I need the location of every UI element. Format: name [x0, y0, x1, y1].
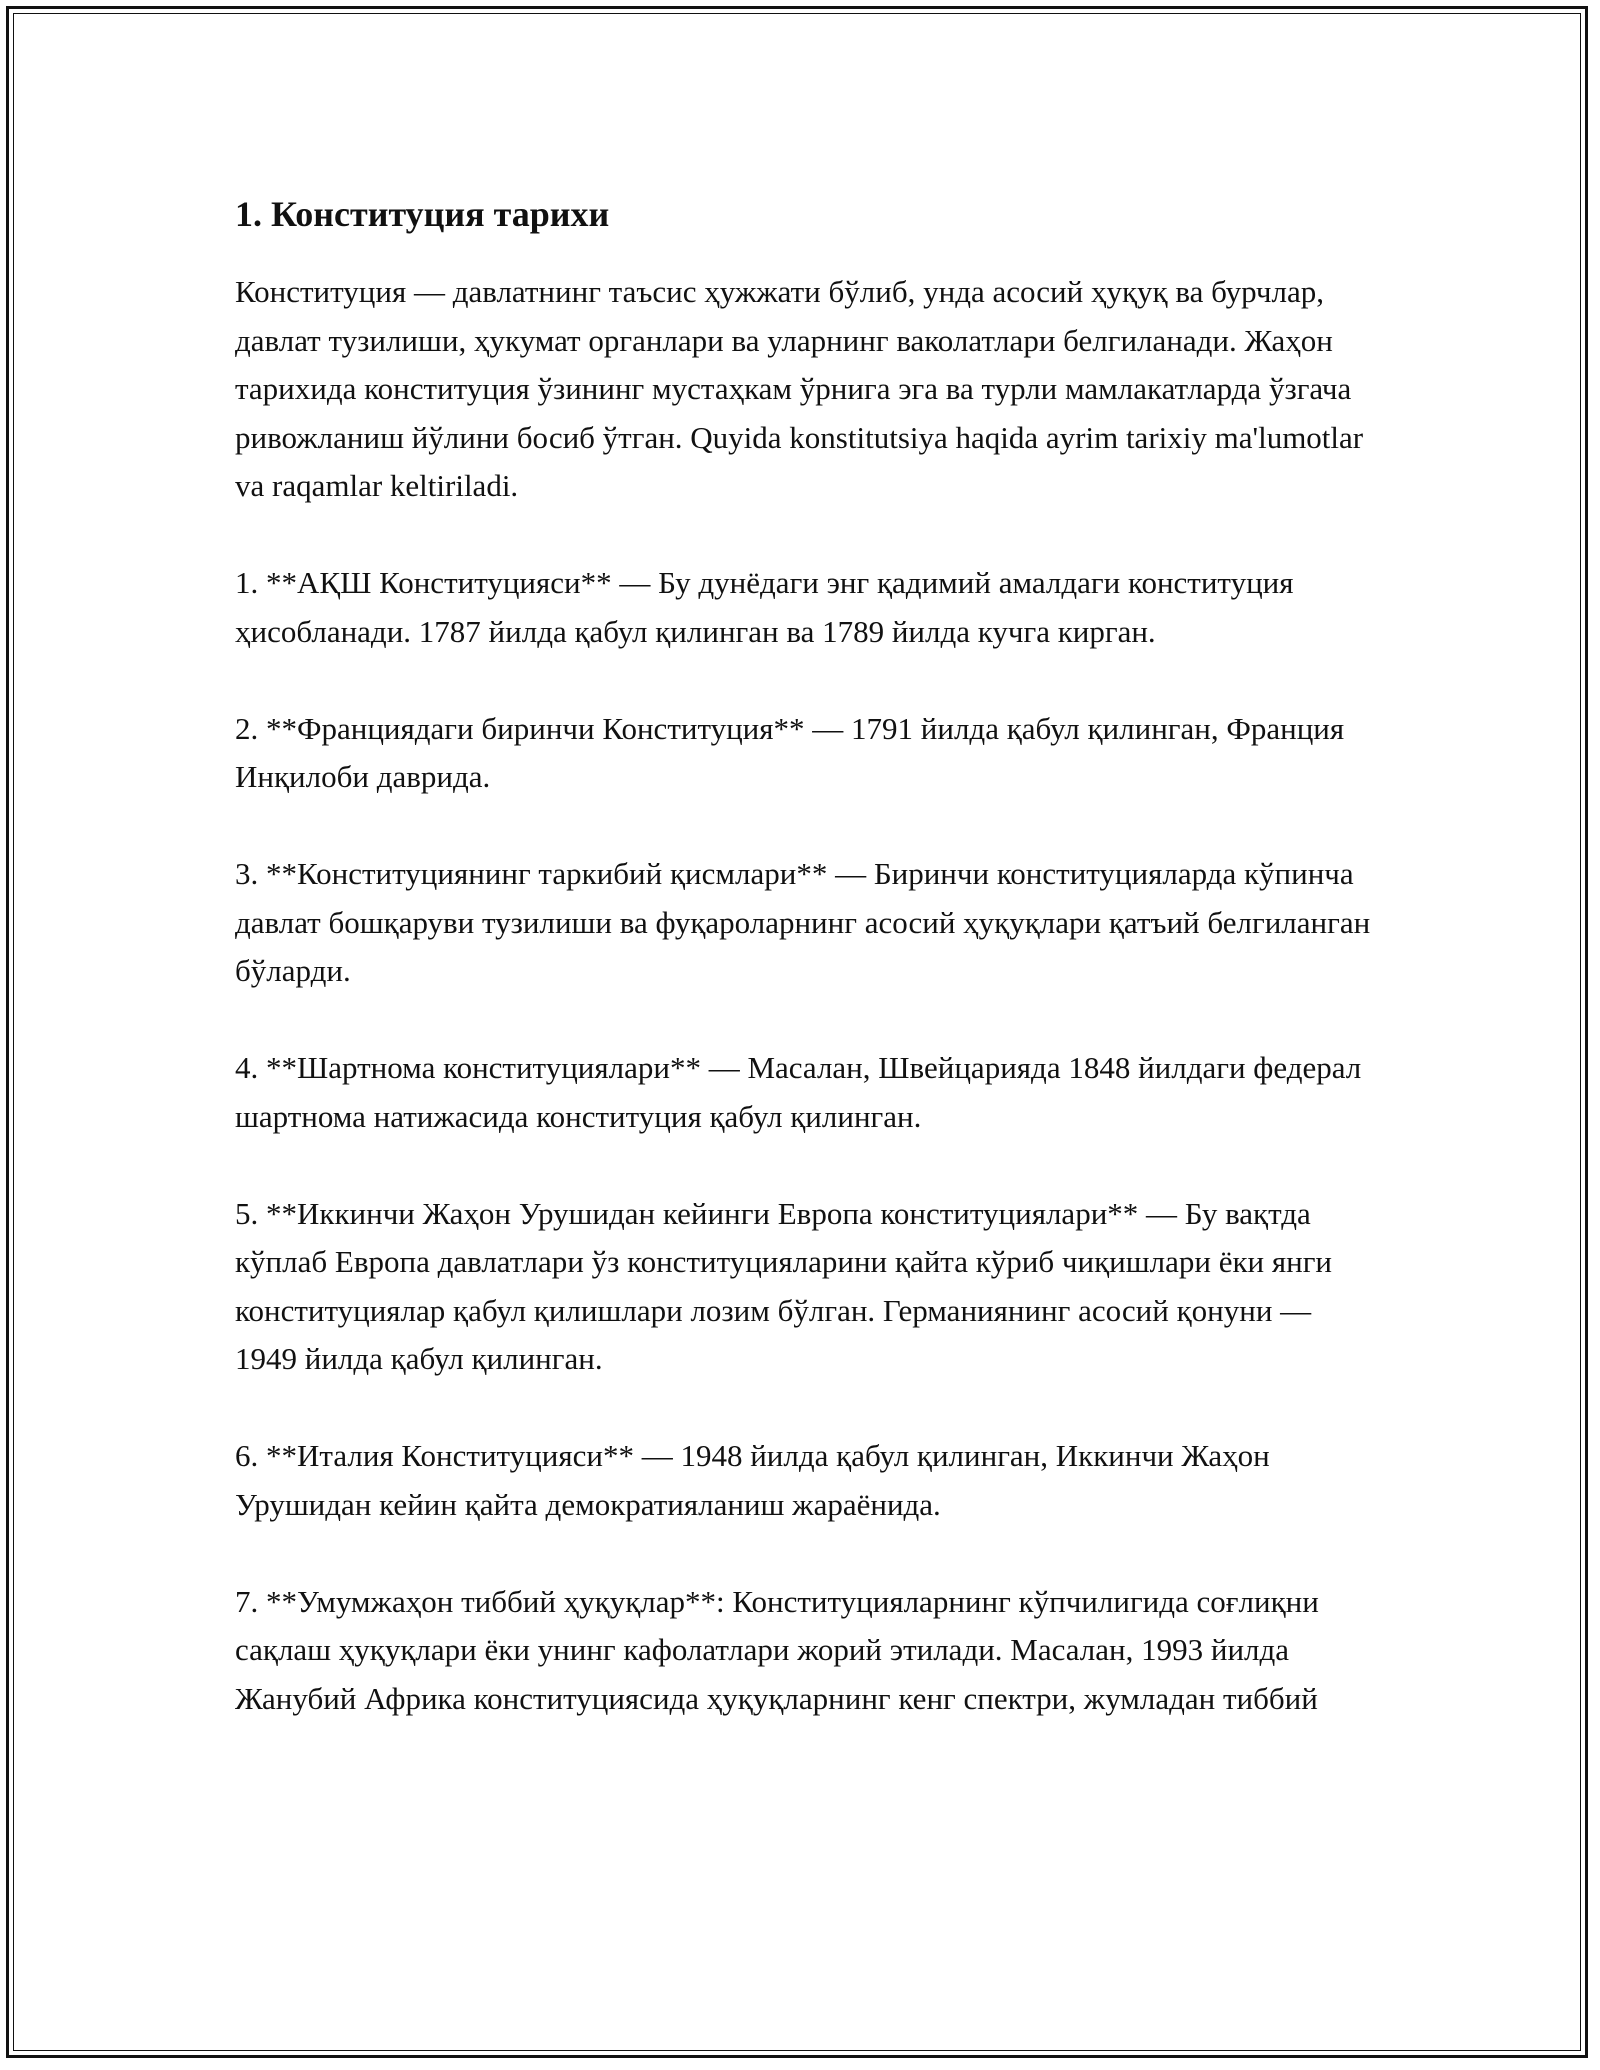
list-item-7: 7. **Умумжаҳон тиббий ҳуқуқлар**: Конституцияларнинг кўпчилигида соғлиқни сақлаш ҳуқуқлари ёки унинг кафолатлари жорий этилади. Масалан, 1993 йилда Жанубий Африка конституциясида ҳуқуқларнинг кенг спектри, жумладан тиббий — [235, 1583, 1319, 1716]
section-heading: 1. Конституция тарихи — [235, 194, 610, 234]
list-item-3: 3. **Конституциянинг таркибий қисмлари** — Биринчи конституцияларда кўпинча давлат бошқаруви тузилиши ва фуқароларнинг асосий ҳуқуқлари қатъий белгиланган бўларди. — [235, 856, 1371, 988]
list-item-2: 2. **Франциядаги биринчи Конституция** — 1791 йилда қабул қилинган, Франция Инқилоби даврида. — [235, 710, 1345, 794]
list-item-6: 6. **Италия Конституцияси** — 1948 йилда қабул қилинган, Иккинчи Жаҳон Урушидан кейин қайта демократияланиш жараёнида. — [235, 1438, 1270, 1522]
list-item-5: 5. **Иккинчи Жаҳон Урушидан кейинги Европа конституциялари** — Бу вақтда кўплаб Европа давлатлари ўз конституцияларини қайта кўриб чиқишлари ёки янги конституциялар қабул қилишлари лозим бўлган. Германиянинг асосий қонуни — 1949 йилда қабул қилинган. — [235, 1195, 1333, 1376]
document-content — [235, 190, 1375, 1772]
list-item-1: 1. **АҚШ Конституцияси** — Бу дунёдаги энг қадимий амалдаги конституция ҳисобланади. 1787 йилда қабул қилинган ва 1789 йилда кучга кирган. — [235, 565, 1294, 649]
intro-paragraph: Конституция — давлатнинг таъсис ҳужжати бўлиб, унда асосий ҳуқуқ ва бурчлар, давлат тузилиши, ҳукумат органлари ва уларнинг ваколатлари белгиланади. Жаҳон тарихида конституция ўзининг мустаҳкам ўрнига эга ва турли мамлакатларда ўзгача ривожланиш йўлини босиб ўтган. Quyida konstitutsiya haqida ayrim tarixiy ma'lumotlar va raqamlar keltiriladi. — [235, 274, 1364, 503]
list-item-4: 4. **Шартнома конституциялари** — Масалан, Швейцарияда 1848 йилдаги федерал шартнома натижасида конституция қабул қилинган. — [235, 1050, 1362, 1134]
